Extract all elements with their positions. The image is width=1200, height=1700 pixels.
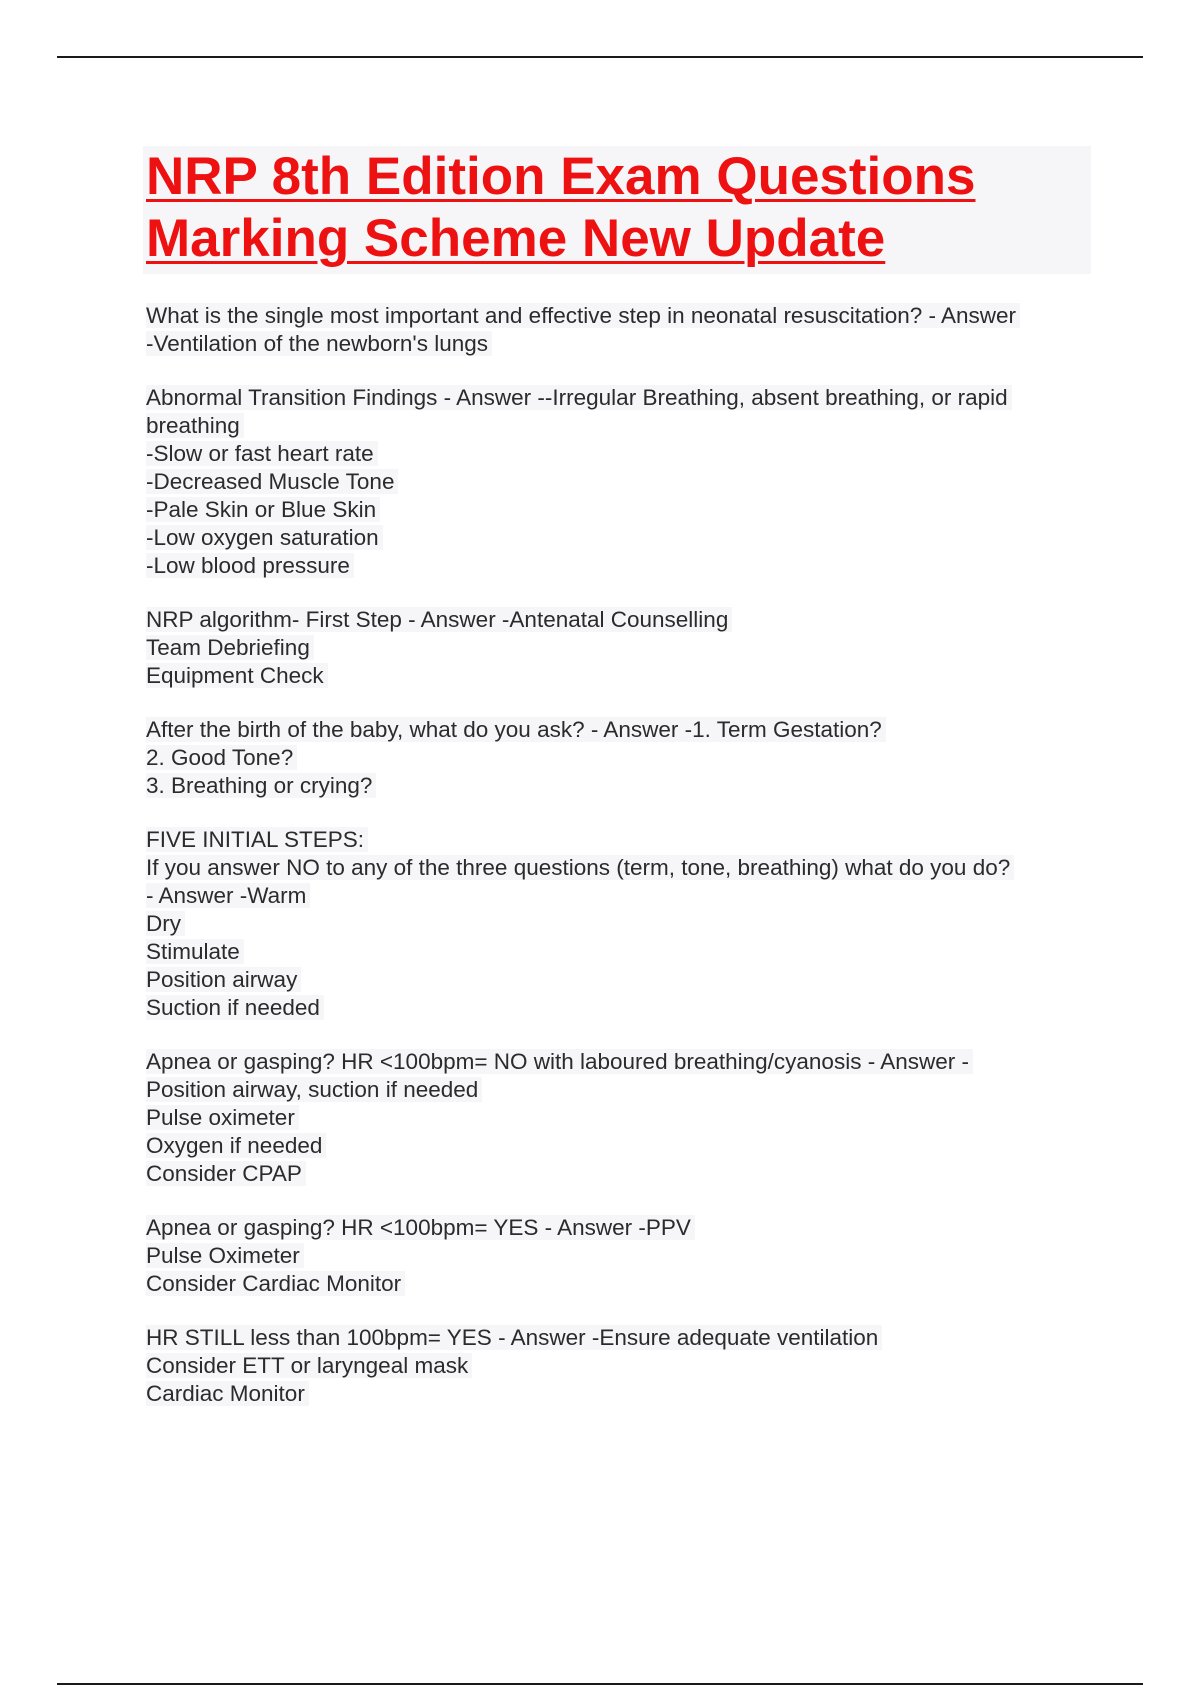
qa-line: Consider CPAP <box>146 1160 1096 1188</box>
qa-line: Cardiac Monitor <box>146 1380 1096 1408</box>
page-title-line-1: NRP 8th Edition Exam Questions <box>146 147 976 206</box>
qa-line: -Pale Skin or Blue Skin <box>146 496 1096 524</box>
qa-item-apnea-no <box>146 1048 1096 1188</box>
qa-content <box>146 302 1096 1434</box>
qa-line: Team Debriefing <box>146 634 1096 662</box>
qa-line: - Answer -Warm <box>146 882 1096 910</box>
qa-item-birth-questions <box>146 716 1096 800</box>
qa-item-ventilation <box>146 302 1096 358</box>
qa-line: breathing <box>146 412 1096 440</box>
qa-line: Dry <box>146 910 1096 938</box>
qa-item-apnea-yes <box>146 1214 1096 1298</box>
qa-line: Position airway <box>146 966 1096 994</box>
qa-line: Suction if needed <box>146 994 1096 1022</box>
qa-line: Position airway, suction if needed <box>146 1076 1096 1104</box>
qa-line: -Ventilation of the newborn's lungs <box>146 330 1096 358</box>
top-divider <box>57 56 1143 58</box>
qa-line: Apnea or gasping? HR <100bpm= YES - Answer -PPV <box>146 1214 1096 1242</box>
qa-line: Oxygen if needed <box>146 1132 1096 1160</box>
bottom-divider <box>57 1683 1143 1685</box>
qa-line: What is the single most important and effective step in neonatal resuscitation? - Answer <box>146 302 1096 330</box>
qa-line: -Low blood pressure <box>146 552 1096 580</box>
qa-line: NRP algorithm- First Step - Answer -Antenatal Counselling <box>146 606 1096 634</box>
qa-item-initial-steps <box>146 826 1096 1022</box>
qa-line: 2. Good Tone? <box>146 744 1096 772</box>
qa-item-abnormal-transition <box>146 384 1096 580</box>
qa-line: Consider ETT or laryngeal mask <box>146 1352 1096 1380</box>
qa-line: Consider Cardiac Monitor <box>146 1270 1096 1298</box>
qa-line: Stimulate <box>146 938 1096 966</box>
qa-line: Pulse oximeter <box>146 1104 1096 1132</box>
qa-line: Equipment Check <box>146 662 1096 690</box>
qa-line: Abnormal Transition Findings - Answer --Irregular Breathing, absent breathing, or rapid <box>146 384 1096 412</box>
qa-line: -Slow or fast heart rate <box>146 440 1096 468</box>
qa-line: -Decreased Muscle Tone <box>146 468 1096 496</box>
qa-line: If you answer NO to any of the three questions (term, tone, breathing) what do you do? <box>146 854 1096 882</box>
qa-item-hr-still-low <box>146 1324 1096 1408</box>
qa-line: Apnea or gasping? HR <100bpm= NO with laboured breathing/cyanosis - Answer - <box>146 1048 1096 1076</box>
qa-line: 3. Breathing or crying? <box>146 772 1096 800</box>
page-title-line-2: Marking Scheme New Update <box>146 209 886 268</box>
qa-line: HR STILL less than 100bpm= YES - Answer -Ensure adequate ventilation <box>146 1324 1096 1352</box>
qa-line: After the birth of the baby, what do you ask? - Answer -1. Term Gestation? <box>146 716 1096 744</box>
title-block <box>143 146 1091 274</box>
qa-line: FIVE INITIAL STEPS: <box>146 826 1096 854</box>
qa-line: Pulse Oximeter <box>146 1242 1096 1270</box>
qa-line: -Low oxygen saturation <box>146 524 1096 552</box>
qa-item-algorithm-first-step <box>146 606 1096 690</box>
